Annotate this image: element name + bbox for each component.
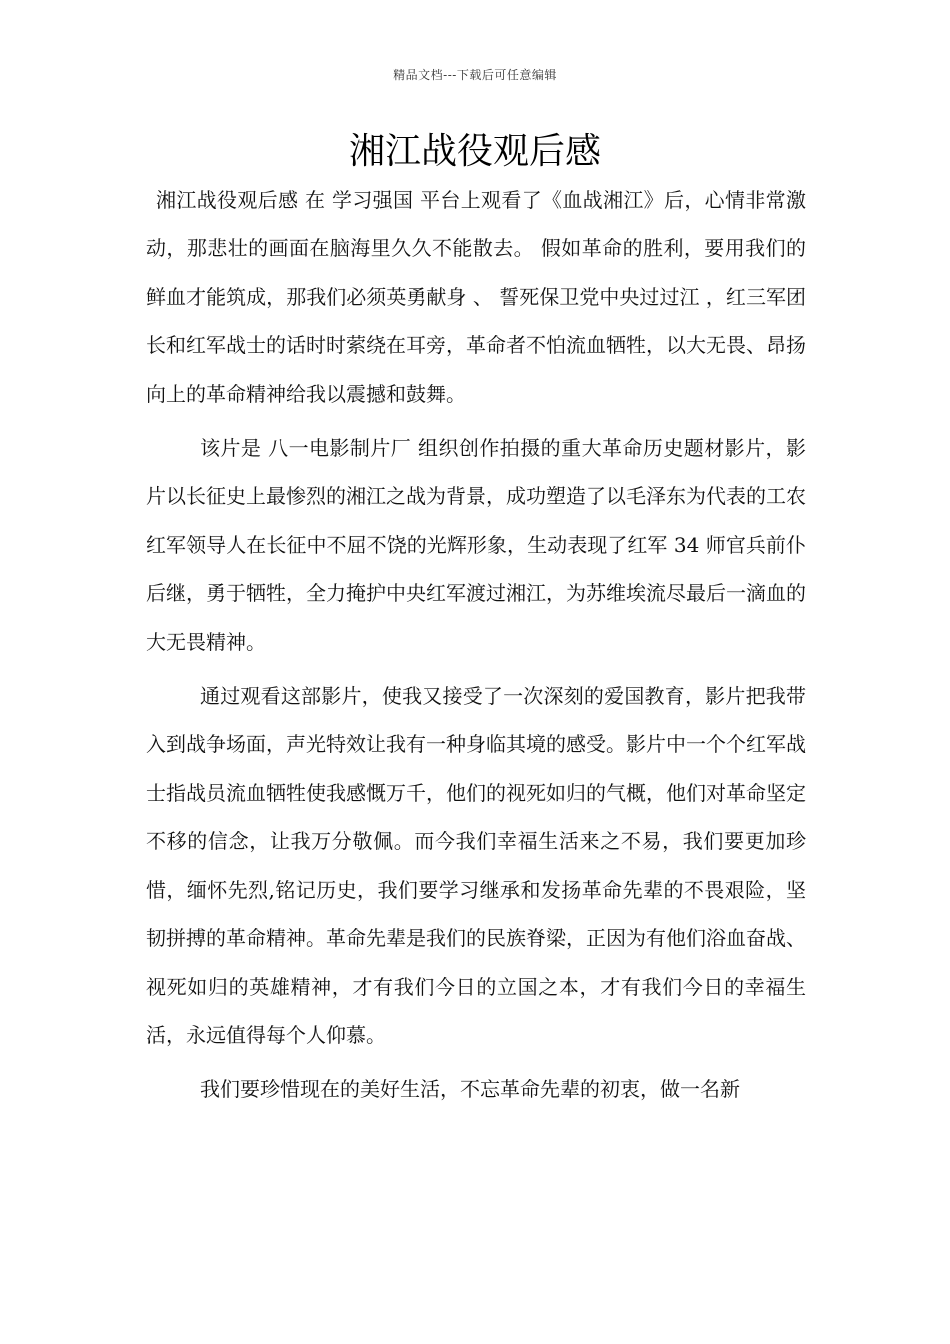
paragraph-3: 通过观看这部影片，使我又接受了一次深刻的爱国教育，影片把我带入到战争场面，声光特效让我有一种身临其境的感受。影片中一个个红军战士指战员流血牺牲使我感慨万千，他们的视死如归的气概，他们对革命坚定不移的信念，让我万分敬佩。而今我们幸福生活来之不易，我们要更加珍惜，缅怀先烈,铭记历史，我们要学习继承和发扬革命先辈的不畏艰险，坚韧拼搏的革命精神。革命先辈是我们的民族脊梁，正因为有他们浴血奋战、视死如归的英雄精神，才有我们今日的立国之本，才有我们今日的幸福生活，永远值得每个人仰慕。 (146, 684, 806, 1047)
page-title: 湘江战役观后感 (348, 131, 601, 172)
header-note: 精品文档---下载后可任意编辑 (393, 68, 557, 82)
paragraph-1: 湘江战役观后感 在 学习强国 平台上观看了《血战湘江》后，心情非常激动，那悲壮的画面在脑海里久久不能散去。 假如革命的胜利，要用我们的鲜血才能筑成，那我们必须英勇献身 、 誓死保卫党中央过过江 ，红三军团长和红军战士的话时时萦绕在耳旁，革命者不怕流血牺牲，以大无畏、昂扬向上的革命精神给我以震撼和鼓舞。 (146, 188, 806, 406)
paragraph-2: 该片是 八一电影制片厂 组织创作拍摄的重大革命历史题材影片，影片以长征史上最惨烈的湘江之战为背景，成功塑造了以毛泽东为代表的工农红军领导人在长征中不屈不饶的光辉形象，生动表现了红军 34 师官兵前仆后继，勇于牺牲，全力掩护中央红军渡过湘江，为苏维埃流尽最后一滴血的大无畏精神。 (146, 436, 806, 654)
paragraph-4: 我们要珍惜现在的美好生活，不忘革命先辈的初衷，做一名新 (200, 1077, 740, 1102)
document-body (146, 176, 806, 1120)
